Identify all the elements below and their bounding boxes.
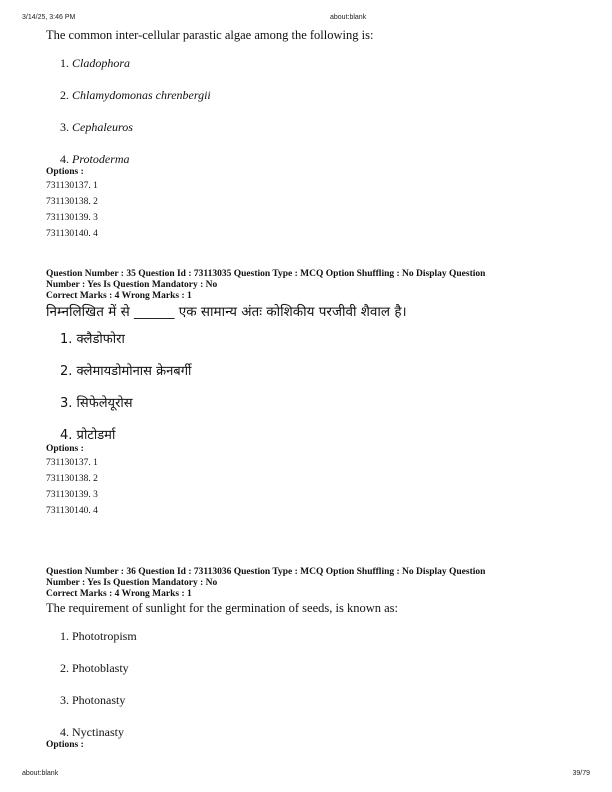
option-3: 3. Cephaleuros <box>60 120 133 134</box>
print-title: about:blank <box>330 14 367 21</box>
question-36 <box>46 567 586 751</box>
question-35 <box>46 269 586 519</box>
page-counter: 39/79 <box>572 770 590 777</box>
question-stem: The requirement of sunlight for the germination of seeds, is known as: <box>46 601 399 615</box>
options-label: Options : <box>46 167 84 177</box>
option-4: 4. प्रोटोडर्मा <box>60 428 116 443</box>
options-label: Options : <box>46 444 84 454</box>
option-code: 731130139. 3 <box>46 213 98 223</box>
option-code: 731130138. 2 <box>46 474 98 484</box>
option-4: 4. Nyctinasty <box>60 725 124 739</box>
question-meta: Question Number : 35 Question Id : 73113035 Question Type : MCQ Option Shuffling : No Display Question <box>46 269 486 279</box>
print-datetime: 3/14/25, 3:46 PM <box>22 14 76 21</box>
option-code: 731130137. 1 <box>46 181 98 191</box>
print-header <box>0 14 612 26</box>
option-1: 1. Cladophora <box>60 56 131 70</box>
option-1: 1. क्लैडोफोरा <box>60 332 125 347</box>
option-code: 731130138. 2 <box>46 197 98 207</box>
option-code: 731130140. 4 <box>46 506 98 516</box>
option-1: 1. Phototropism <box>60 629 137 643</box>
option-4: 4. Protoderma <box>60 152 130 166</box>
option-3: 3. सिफेलेयूरोस <box>60 396 133 411</box>
footer-url: about:blank <box>22 770 59 777</box>
question-meta: Question Number : 36 Question Id : 73113036 Question Type : MCQ Option Shuffling : No Display Question <box>46 567 486 577</box>
option-2: 2. Photoblasty <box>60 661 129 675</box>
option-code: 731130140. 4 <box>46 229 98 239</box>
option-code: 731130137. 1 <box>46 458 98 468</box>
question-meta: Number : Yes Is Question Mandatory : No <box>46 578 218 588</box>
option-3: 3. Photonasty <box>60 693 126 707</box>
option-2: 2. क्लेमायडोमोनास क्रेनबर्गी <box>60 364 192 379</box>
option-code: 731130139. 3 <box>46 490 98 500</box>
question-marks: Correct Marks : 4 Wrong Marks : 1 <box>46 589 192 599</box>
options-label: Options : <box>46 740 84 750</box>
question-34 <box>46 27 586 242</box>
question-marks: Correct Marks : 4 Wrong Marks : 1 <box>46 291 192 301</box>
option-2: 2. Chlamydomonas chrenbergii <box>60 88 211 102</box>
print-footer <box>0 770 612 782</box>
question-stem: The common inter-cellular parastic algae among the following is: <box>46 28 374 42</box>
question-meta: Number : Yes Is Question Mandatory : No <box>46 280 218 290</box>
question-stem: निम्नलिखित में से ______ एक सामान्य अंतः कोशिकीय परजीवी शैवाल है। <box>46 304 407 320</box>
